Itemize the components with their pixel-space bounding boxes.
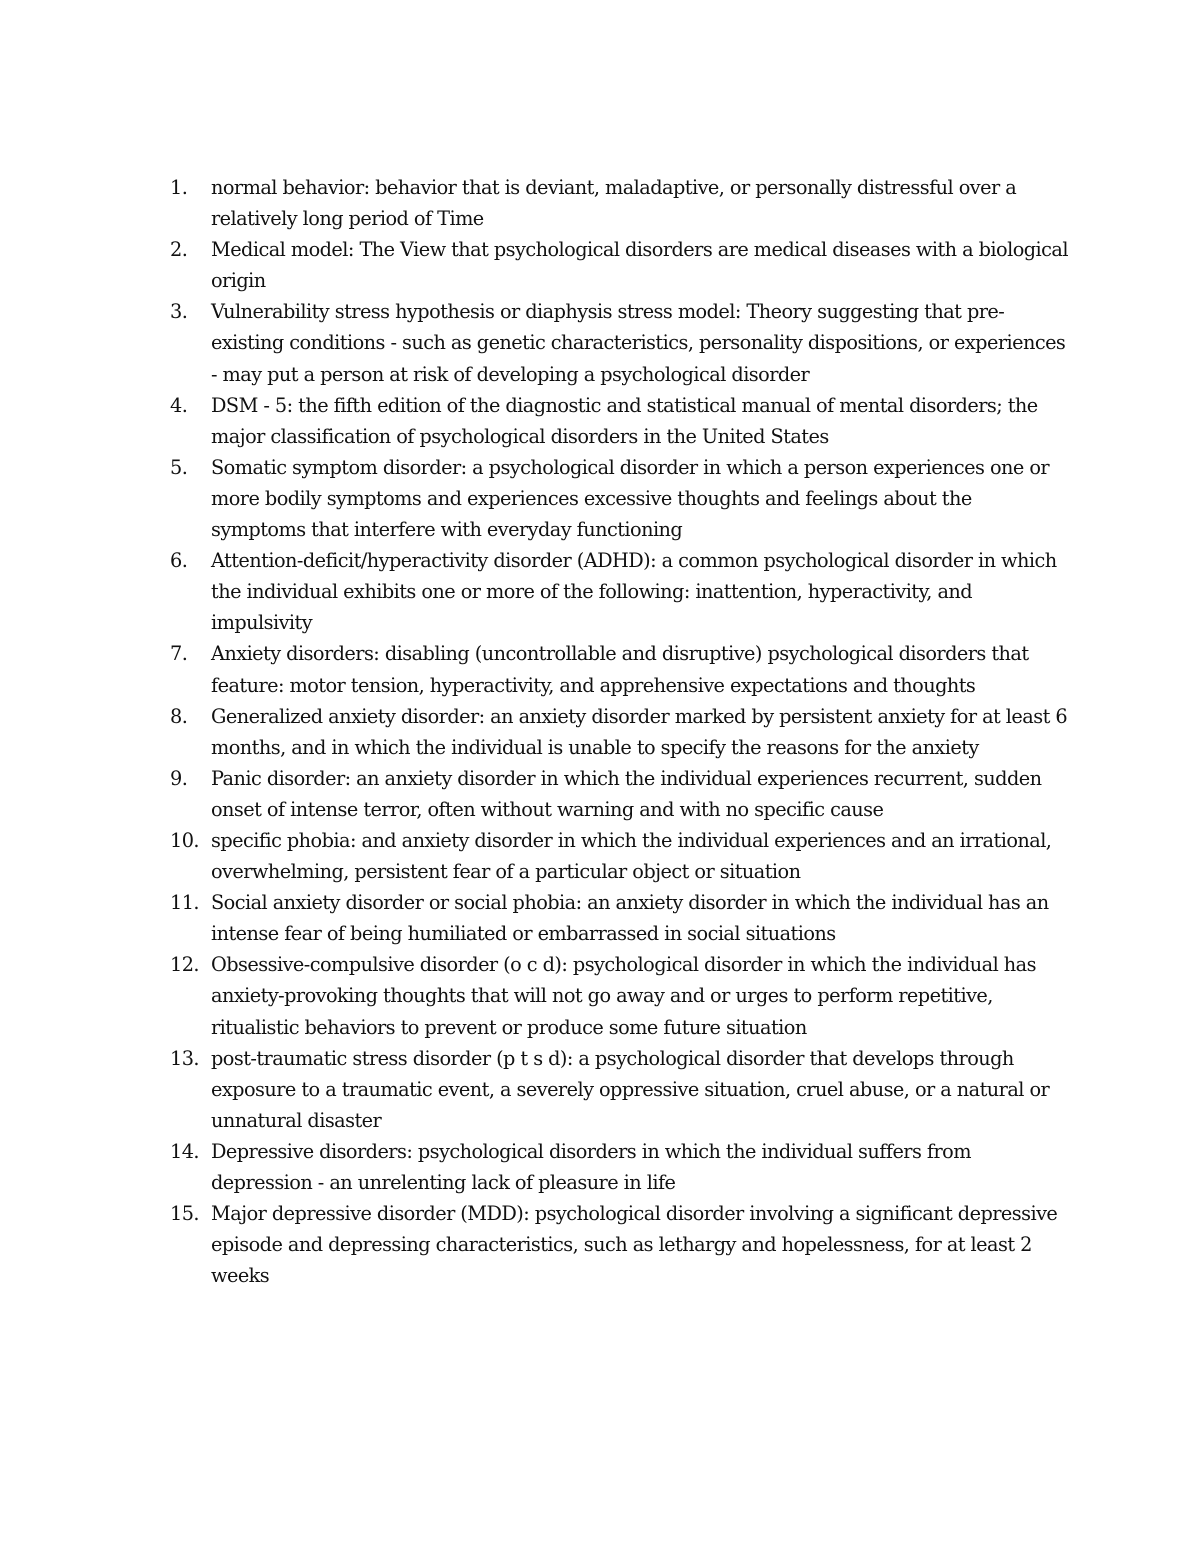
item-text: Vulnerability stress hypothesis or diaphysis stress model: Theory suggesting that pre-existing conditions - such as genetic characteristics, personality dispositions, or experiences - may put a person at risk of developing a psychological disorder (211, 300, 1066, 386)
item-text: normal behavior: behavior that is deviant, maladaptive, or personally distressful over a relatively long period of Time (211, 176, 1017, 231)
item-number: 12. (170, 953, 200, 977)
list-item (170, 638, 1070, 700)
list-item (170, 172, 1070, 234)
list-item (170, 825, 1070, 887)
list-item (170, 545, 1070, 638)
item-text: Generalized anxiety disorder: an anxiety disorder marked by persistent anxiety for at least 6 months, and in which the individual is unable to specify the reasons for the anxiety (211, 704, 1068, 759)
list-item (170, 1198, 1070, 1291)
item-number: 2. (170, 238, 188, 262)
definition-list (170, 172, 1070, 1291)
list-item (170, 1043, 1070, 1136)
item-number: 13. (170, 1046, 200, 1070)
item-number: 7. (170, 642, 188, 666)
item-text: post-traumatic stress disorder (p t s d): a psychological disorder that develops through exposure to a traumatic event, a severely oppressive situation, cruel abuse, or a natural or unnatural disaster (211, 1046, 1050, 1132)
item-text: Obsessive-compulsive disorder (o c d): psychological disorder in which the individual has anxiety-provoking thoughts that will not go away and or urges to perform repetitive, ritualistic behaviors to prevent or produce some future situation (211, 953, 1036, 1039)
item-text: Medical model: The View that psychological disorders are medical diseases with a biological origin (211, 238, 1068, 293)
list-item (170, 296, 1070, 389)
item-text: DSM - 5: the fifth edition of the diagnostic and statistical manual of mental disorders; the major classification of psychological disorders in the United States (211, 393, 1038, 448)
item-text: Social anxiety disorder or social phobia: an anxiety disorder in which the individual has an intense fear of being humiliated or embarrassed in social situations (211, 891, 1049, 946)
item-text: Attention-deficit/hyperactivity disorder (ADHD): a common psychological disorder in which the individual exhibits one or more of the following: inattention, hyperactivity, and impulsivity (211, 549, 1057, 635)
item-number: 1. (170, 176, 188, 199)
item-text: Somatic symptom disorder: a psychological disorder in which a person experiences one or more bodily symptoms and experiences excessive thoughts and feelings about the symptoms that interfere with everyday functioning (211, 455, 1050, 542)
list-item (170, 452, 1070, 545)
item-number: 14. (170, 1139, 200, 1163)
list-item (170, 234, 1070, 296)
item-text: Panic disorder: an anxiety disorder in which the individual experiences recurrent, sudden onset of intense terror, often without warning and with no specific cause (211, 766, 1042, 821)
list-item (170, 949, 1070, 1042)
list-item (170, 390, 1070, 452)
item-number: 5. (170, 455, 188, 479)
item-number: 10. (170, 828, 200, 852)
item-number: 6. (170, 549, 188, 573)
item-text: Depressive disorders: psychological disorders in which the individual suffers from depression - an unrelenting lack of pleasure in life (211, 1139, 971, 1194)
item-number: 9. (170, 766, 188, 790)
list-item (170, 887, 1070, 949)
item-number: 8. (170, 704, 188, 728)
item-text: Major depressive disorder (MDD): psychological disorder involving a significant depressive episode and depressing characteristics, such as lethargy and hopelessness, for at least 2 weeks (211, 1202, 1058, 1288)
list-item (170, 763, 1070, 825)
list-item (170, 701, 1070, 763)
item-text: Anxiety disorders: disabling (uncontrollable and disruptive) psychological disorders that feature: motor tension, hyperactivity, and apprehensive expectations and thoughts (211, 642, 1029, 697)
item-text: specific phobia: and anxiety disorder in which the individual experiences and an irrational, overwhelming, persistent fear of a particular object or situation (211, 828, 1052, 884)
item-number: 15. (170, 1202, 200, 1226)
item-number: 3. (170, 300, 188, 324)
list-item (170, 1136, 1070, 1198)
item-number: 11. (170, 891, 200, 915)
item-number: 4. (170, 393, 188, 417)
